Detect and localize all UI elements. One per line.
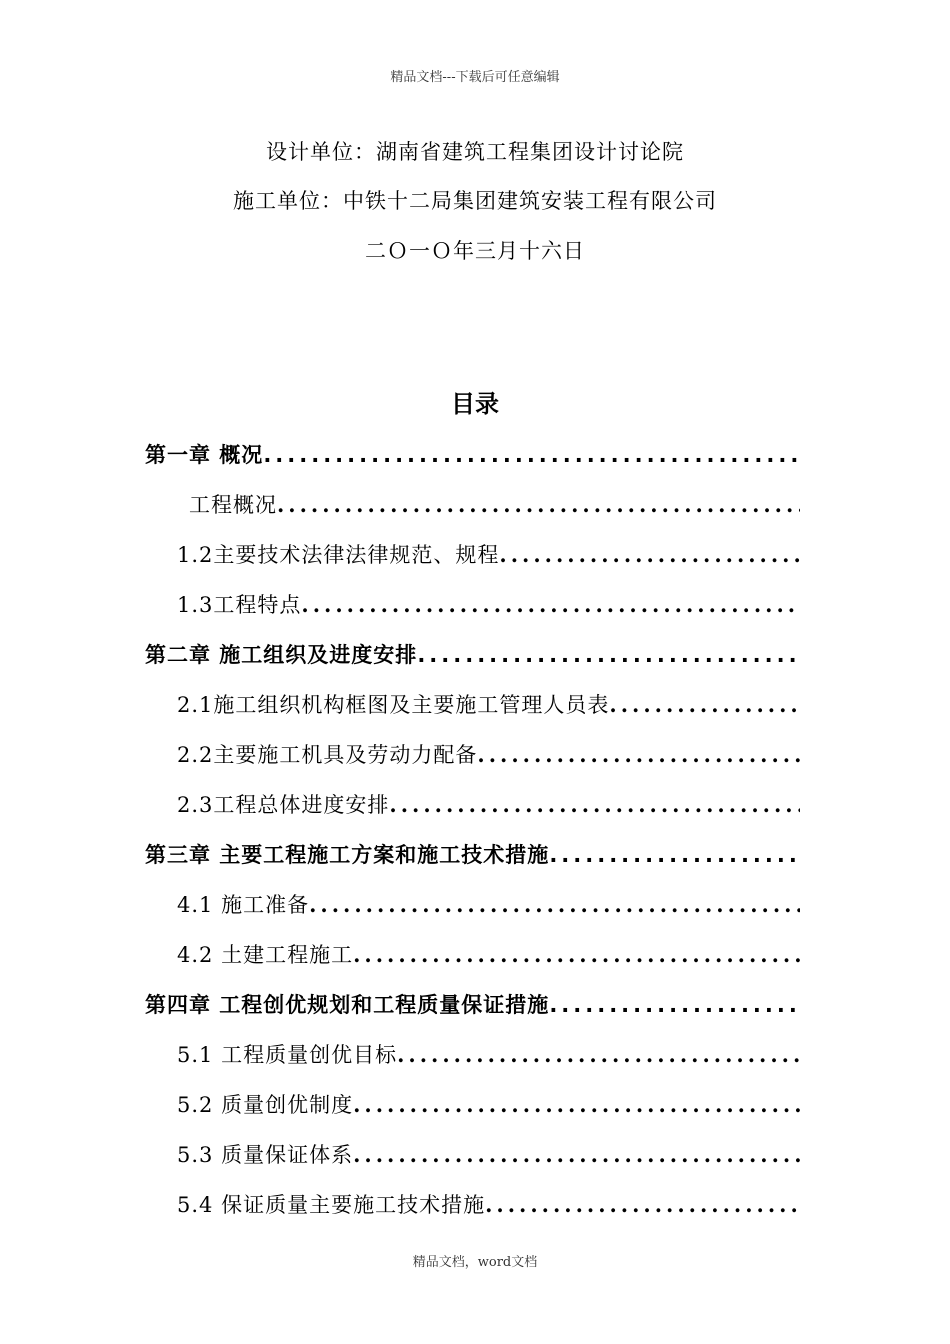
toc-entry-text: 5.1 工程质量创优目标 <box>177 1043 398 1067</box>
toc-dot-leader <box>353 1130 800 1180</box>
toc-dot-leader <box>309 880 800 930</box>
toc-dot-leader <box>549 830 800 880</box>
toc-section-entry[interactable] <box>145 1180 800 1230</box>
toc-entry-text: 5.2 质量创优制度 <box>177 1093 354 1117</box>
toc-section-entry[interactable] <box>145 730 800 780</box>
toc-entry-text: 2.1施工组织机构框图及主要施工管理人员表 <box>177 693 610 717</box>
toc-dot-leader <box>277 480 800 530</box>
page-footer-note: 精品文档，word文档 <box>412 1255 538 1270</box>
toc-entry-text: 5.4 保证质量主要施工技术措施 <box>177 1193 486 1217</box>
toc-entry-text: 1.2主要技术法律法律规范、规程 <box>177 543 500 567</box>
toc-chapter-entry[interactable] <box>145 430 800 480</box>
toc-dot-leader <box>485 1180 800 1230</box>
table-of-contents <box>145 430 800 1230</box>
toc-section-entry[interactable] <box>145 680 800 730</box>
toc-entry-text: 2.2主要施工机具及劳动力配备 <box>177 743 478 767</box>
toc-entry-text: 第二章 施工组织及进度安排 <box>145 643 418 667</box>
toc-dot-leader <box>397 1030 800 1080</box>
design-unit-line: 设计单位：湖南省建筑工程集团设计讨论院 <box>266 140 684 164</box>
toc-entry-text: 4.2 土建工程施工 <box>177 943 354 967</box>
toc-section-entry[interactable] <box>145 1030 800 1080</box>
toc-dot-leader <box>389 780 800 830</box>
toc-dot-leader <box>417 630 800 680</box>
toc-section-entry[interactable] <box>145 880 800 930</box>
toc-section-entry[interactable] <box>145 530 800 580</box>
toc-entry-text: 工程概况 <box>189 493 277 517</box>
toc-entry-text: 2.3工程总体进度安排 <box>177 793 390 817</box>
toc-section-entry[interactable] <box>145 480 800 530</box>
toc-section-entry[interactable] <box>145 780 800 830</box>
toc-entry-text: 第三章 主要工程施工方案和施工技术措施 <box>145 843 550 867</box>
toc-entry-text: 1.3工程特点 <box>177 593 302 617</box>
toc-section-entry[interactable] <box>145 1080 800 1130</box>
toc-dot-leader <box>353 930 800 980</box>
page-header-note: 精品文档---下载后可任意编辑 <box>390 70 560 85</box>
toc-dot-leader <box>499 530 800 580</box>
toc-dot-leader <box>549 980 800 1030</box>
toc-dot-leader <box>353 1080 800 1130</box>
toc-dot-leader <box>301 580 800 630</box>
toc-dot-leader <box>609 680 800 730</box>
document-date: 二Ｏ一Ｏ年三月十六日 <box>365 239 585 263</box>
toc-chapter-entry[interactable] <box>145 830 800 880</box>
construction-unit-line: 施工单位：中铁十二局集团建筑安装工程有限公司 <box>233 189 717 213</box>
toc-title: 目录 <box>451 390 499 418</box>
toc-section-entry[interactable] <box>145 1130 800 1180</box>
toc-chapter-entry[interactable] <box>145 980 800 1030</box>
toc-section-entry[interactable] <box>145 580 800 630</box>
toc-dot-leader <box>263 430 800 480</box>
toc-chapter-entry[interactable] <box>145 630 800 680</box>
toc-entry-text: 第四章 工程创优规划和工程质量保证措施 <box>145 993 550 1017</box>
toc-dot-leader <box>477 730 800 780</box>
toc-entry-text: 5.3 质量保证体系 <box>177 1143 354 1167</box>
toc-entry-text: 4.1 施工准备 <box>177 893 310 917</box>
toc-section-entry[interactable] <box>145 930 800 980</box>
toc-entry-text: 第一章 概况 <box>145 443 264 467</box>
